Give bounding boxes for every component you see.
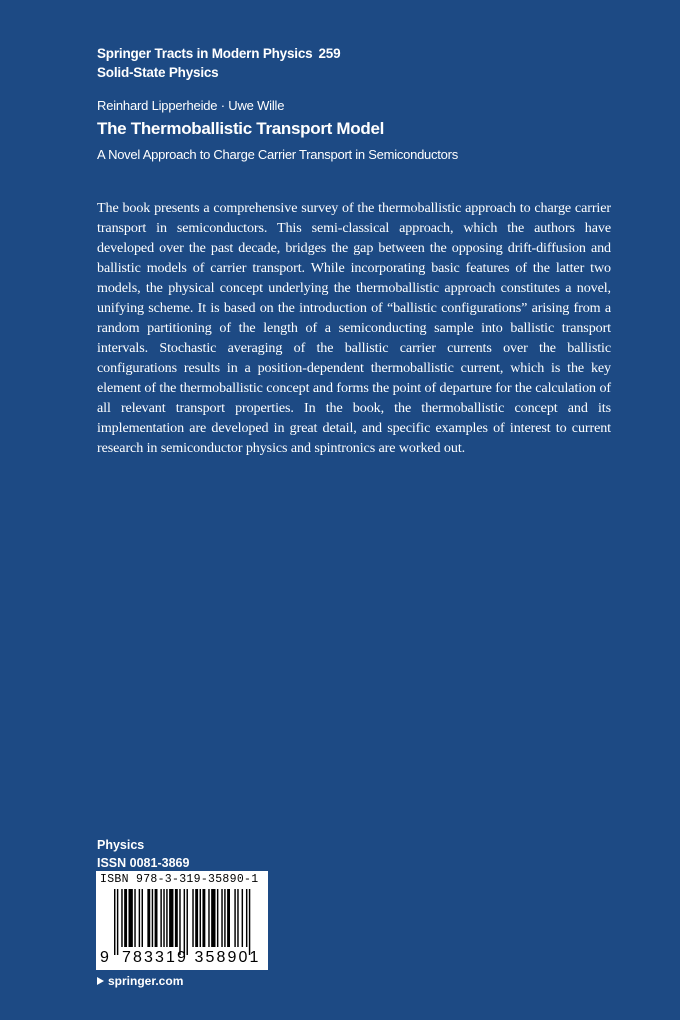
barcode-bar [147,889,150,947]
series-name: Springer Tracts in Modern Physics [97,46,313,61]
ean-digits: 783319 358901 [122,949,261,966]
barcode-bar [114,889,115,955]
barcode-bar [237,889,238,947]
book-blurb: The book presents a comprehensive survey of the thermoballistic approach to charge carrier transport in semiconductors. This semi-classical approach, which the authors have developed over the past decade, bridges the gap between the opposing drift-diffusion and ballistic models of carrier transport. While incorporating basic features of the latter two models, the physical concept underlying the thermoballistic approach constitutes a novel, unifying scheme. It is based on the introduction of “ballistic configurations” arising from a random partitioning of the length of a semiconducting sample into ballistic transport intervals. Stochastic averaging of the ballistic carrier currents over the ballistic configurations results in a position-dependent thermoballistic current, which is the key element of the thermoballistic concept and forms the point of departure for the calculation of all relevant transport properties. In the book, the thermoballistic concept and its implementation are developed in great detail, and specific examples of interest to current research in semiconductor physics and spintronics are worked out. [97,200,611,456]
barcode-bar [224,889,225,947]
arrow-right-icon [97,977,104,985]
subject-label: Physics [97,838,145,852]
book-subtitle: A Novel Approach to Charge Carrier Transport in Semiconductors [97,147,458,162]
barcode-bar [163,889,164,947]
barcode-bar [160,889,161,947]
publisher-link[interactable] [97,972,183,990]
barcode-bar [184,889,185,955]
book-title: The Thermoballistic Transport Model [97,119,385,138]
series-number: 259 [318,46,341,61]
barcode-bar [142,889,143,947]
barcode-bar [121,889,122,947]
barcode-bar [124,889,127,947]
barcode-bar [217,889,218,947]
series-subtitle: Solid-State Physics [97,65,219,80]
barcode-bar [117,889,118,955]
barcode-bar [242,889,243,947]
barcode-bar [139,889,140,947]
barcode-bar [129,889,133,947]
barcode-bars [114,889,254,955]
barcode-bar [152,889,153,947]
barcode-bar [155,889,158,947]
barcode-bar [187,889,188,955]
barcode-bar [246,889,247,947]
barcode-bar [227,889,230,947]
issn-label: ISSN 0081-3869 [97,856,190,870]
barcode-bar [134,889,135,947]
barcode-bar [249,889,250,955]
barcode-bar [234,889,235,947]
barcode-bar [208,889,209,947]
series-block [97,44,340,82]
authors: Reinhard Lipperheide · Uwe Wille [97,98,285,113]
barcode-bar [221,889,222,947]
barcode-bar [175,889,178,947]
barcode-bar [169,889,173,947]
isbn-label: ISBN 978-3-319-35890-1 [100,873,259,886]
series-title-line [97,44,340,63]
barcode [96,871,268,970]
barcode-bar [179,889,180,955]
publisher-url: springer.com [108,974,184,988]
barcode-bar [195,889,198,947]
barcode-bar [211,889,215,947]
barcode-bar [166,889,167,947]
barcode-bar [202,889,205,947]
barcode-bar [200,889,201,947]
barcode-bar [192,889,193,947]
ean-first-digit: 9 [100,949,109,966]
